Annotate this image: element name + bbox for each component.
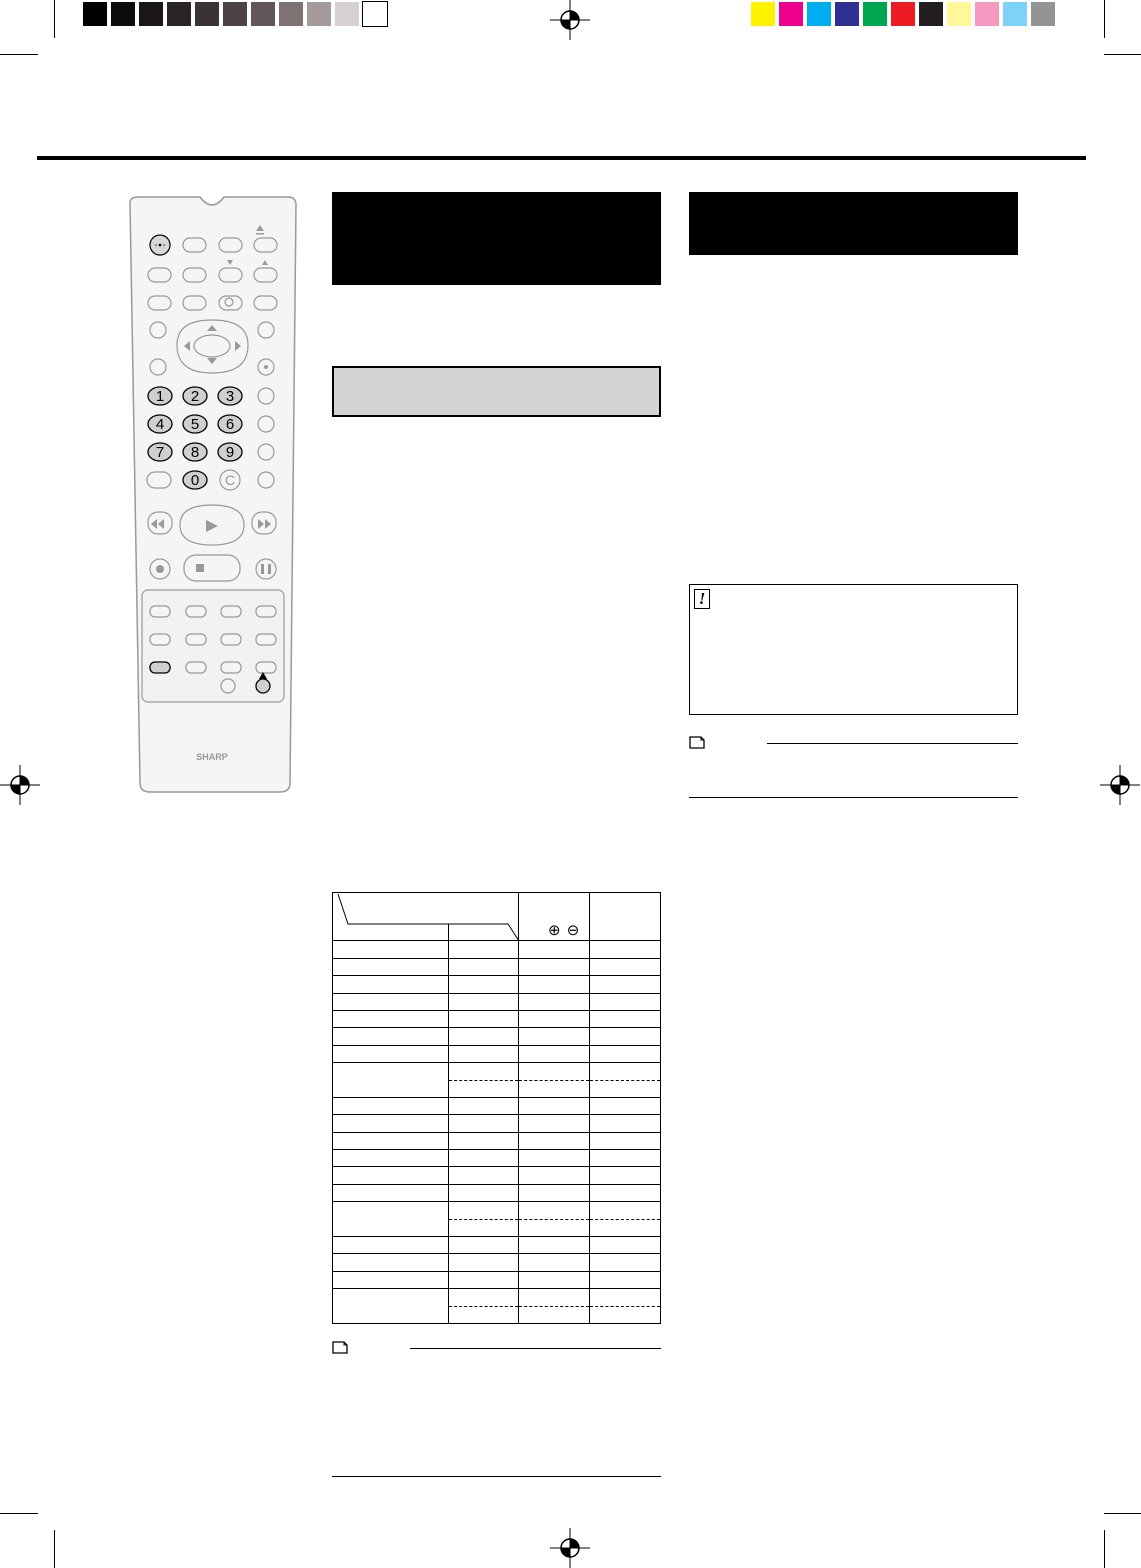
table-cell [590, 1097, 661, 1114]
table-cell [448, 1184, 519, 1201]
table-row [333, 976, 661, 993]
table-cell [448, 993, 519, 1010]
table-row [333, 1254, 661, 1271]
note-icon [689, 736, 705, 749]
table-cell [519, 1150, 590, 1167]
table-cell [333, 1010, 449, 1027]
trim-mark [54, 0, 55, 38]
table-cell [519, 1010, 590, 1027]
color-swatch [863, 2, 887, 26]
table-cell [590, 1289, 661, 1306]
table-cell [333, 1045, 449, 1062]
trim-mark [0, 1513, 38, 1514]
color-swatch [751, 2, 775, 26]
table-cell [590, 1028, 661, 1045]
table-row [333, 1132, 661, 1149]
table-cell [333, 1202, 449, 1237]
table-cell [333, 1150, 449, 1167]
table-cell [590, 1202, 661, 1219]
number-key-label: 8 [190, 444, 200, 461]
color-swatch [335, 2, 359, 26]
table-header-diagonal [332, 892, 522, 942]
table-row [333, 1045, 661, 1062]
table-row [333, 1150, 661, 1167]
table-cell [519, 1045, 590, 1062]
trim-mark [0, 54, 38, 55]
color-swatch [919, 2, 943, 26]
note-end-rule [689, 797, 1018, 798]
table-row [333, 958, 661, 975]
trim-mark [1104, 0, 1105, 38]
color-swatch [779, 2, 803, 26]
table-row [333, 1184, 661, 1201]
table-cell [590, 976, 661, 993]
number-key-label: 5 [190, 416, 200, 433]
table-cell [590, 1219, 661, 1236]
table-cell [590, 1115, 661, 1132]
table-cell [590, 1184, 661, 1201]
color-swatch [947, 2, 971, 26]
number-key-label: 7 [155, 444, 165, 461]
table-row [333, 1063, 661, 1080]
table-cell [448, 976, 519, 993]
color-swatch [139, 2, 163, 26]
caution-box [689, 584, 1018, 715]
number-key-label: 1 [155, 388, 165, 405]
table-cell [590, 941, 661, 958]
settings-table [332, 892, 661, 1324]
table-cell [519, 958, 590, 975]
table-cell [448, 1306, 519, 1323]
table-cell [519, 1063, 590, 1080]
table-row [333, 993, 661, 1010]
note-icon [332, 1341, 348, 1354]
table-cell [333, 1115, 449, 1132]
number-key-label: 0 [190, 472, 200, 489]
table-cell [590, 1167, 661, 1184]
table-cell [590, 1150, 661, 1167]
number-key-label: 6 [225, 416, 235, 433]
table-cell [519, 1271, 590, 1288]
color-swatch [83, 2, 107, 26]
table-cell [448, 1237, 519, 1254]
header-rule [37, 156, 1086, 160]
table-row [333, 1010, 661, 1027]
table-cell [448, 1167, 519, 1184]
table-cell [448, 958, 519, 975]
table-cell [448, 1080, 519, 1097]
table-cell [519, 1219, 590, 1236]
table-cell [448, 1132, 519, 1149]
table-cell [519, 1254, 590, 1271]
table-cell [519, 1028, 590, 1045]
table-cell [448, 1028, 519, 1045]
trim-mark [54, 1530, 55, 1568]
table-cell [333, 976, 449, 993]
table-cell [333, 1028, 449, 1045]
note-end-rule [332, 1476, 661, 1477]
color-swatch [251, 2, 275, 26]
trim-mark [1104, 1530, 1105, 1568]
registration-mark-icon [1100, 765, 1140, 805]
table-cell [519, 993, 590, 1010]
table-cell [590, 1132, 661, 1149]
table-cell [519, 1306, 590, 1323]
table-cell [448, 1219, 519, 1236]
table-cell [333, 1167, 449, 1184]
table-cell [590, 1306, 661, 1323]
color-swatch [1003, 2, 1027, 26]
table-cell [590, 1063, 661, 1080]
table-cell [333, 941, 449, 958]
table-row [333, 1115, 661, 1132]
table-cell [519, 1080, 590, 1097]
color-swatch [975, 2, 999, 26]
subsection-heading-box [332, 366, 661, 417]
table-row [333, 941, 661, 958]
registration-mark-icon [0, 765, 40, 805]
table-cell [519, 1289, 590, 1306]
note-rule [410, 1348, 661, 1349]
table-row [333, 1289, 661, 1306]
table-cell [448, 1063, 519, 1080]
color-swatch [835, 2, 859, 26]
plus-minus-symbols: ⊕ ⊖ [548, 922, 581, 939]
table-row [333, 1028, 661, 1045]
table-cell [519, 1184, 590, 1201]
table-cell [333, 1254, 449, 1271]
color-swatch [167, 2, 191, 26]
number-key-label: 4 [155, 416, 165, 433]
color-swatch [891, 2, 915, 26]
table-cell [448, 1254, 519, 1271]
table-row [333, 1237, 661, 1254]
section-title-block [332, 192, 661, 285]
registration-mark-icon [550, 0, 590, 40]
remote-brand-logo: SHARP [196, 752, 228, 762]
table-cell [448, 1271, 519, 1288]
number-key-label: 9 [225, 444, 235, 461]
table-cell [590, 1010, 661, 1027]
color-swatch [279, 2, 303, 26]
table-cell [519, 941, 590, 958]
table-cell [448, 1115, 519, 1132]
table-cell [448, 941, 519, 958]
table-cell [590, 1080, 661, 1097]
table-cell [448, 1097, 519, 1114]
number-key-label: 3 [225, 388, 235, 405]
table-cell [519, 1132, 590, 1149]
table-row [333, 1097, 661, 1114]
number-key-label: 2 [190, 388, 200, 405]
table-row [333, 1271, 661, 1288]
table-cell [333, 1063, 449, 1098]
table-row [333, 1167, 661, 1184]
table-cell [333, 958, 449, 975]
table-header-cell [590, 893, 661, 941]
table-cell [590, 958, 661, 975]
color-swatch [1031, 2, 1055, 26]
color-swatch [195, 2, 219, 26]
table-cell [448, 1150, 519, 1167]
table-cell [519, 1097, 590, 1114]
table-cell [333, 1132, 449, 1149]
table-cell [333, 1184, 449, 1201]
table-cell [590, 993, 661, 1010]
table-row [333, 1202, 661, 1219]
table-cell [448, 1289, 519, 1306]
note-rule [767, 743, 1018, 744]
table-cell [333, 1097, 449, 1114]
color-swatch [807, 2, 831, 26]
table-cell [333, 1237, 449, 1254]
table-cell [519, 976, 590, 993]
color-swatch [307, 2, 331, 26]
section-title-block [689, 192, 1018, 255]
table-cell [590, 1237, 661, 1254]
remote-control-illustration [120, 195, 303, 795]
registration-mark-icon [550, 1528, 590, 1568]
caution-icon: ! [694, 589, 710, 609]
color-swatch [223, 2, 247, 26]
table-cell [448, 1202, 519, 1219]
table-cell [333, 1271, 449, 1288]
table-cell [519, 1237, 590, 1254]
clear-key-label: C [224, 472, 236, 488]
table-cell [448, 1045, 519, 1062]
table-cell [590, 1045, 661, 1062]
table-cell [590, 1254, 661, 1271]
trim-mark [1104, 1513, 1141, 1514]
table-cell [519, 1115, 590, 1132]
color-swatch [363, 2, 387, 26]
color-swatch [111, 2, 135, 26]
table-cell [333, 1289, 449, 1324]
table-cell [590, 1271, 661, 1288]
trim-mark [1104, 54, 1141, 55]
table-cell [519, 1202, 590, 1219]
table-cell [333, 993, 449, 1010]
table-cell [448, 1010, 519, 1027]
table-cell [519, 1167, 590, 1184]
